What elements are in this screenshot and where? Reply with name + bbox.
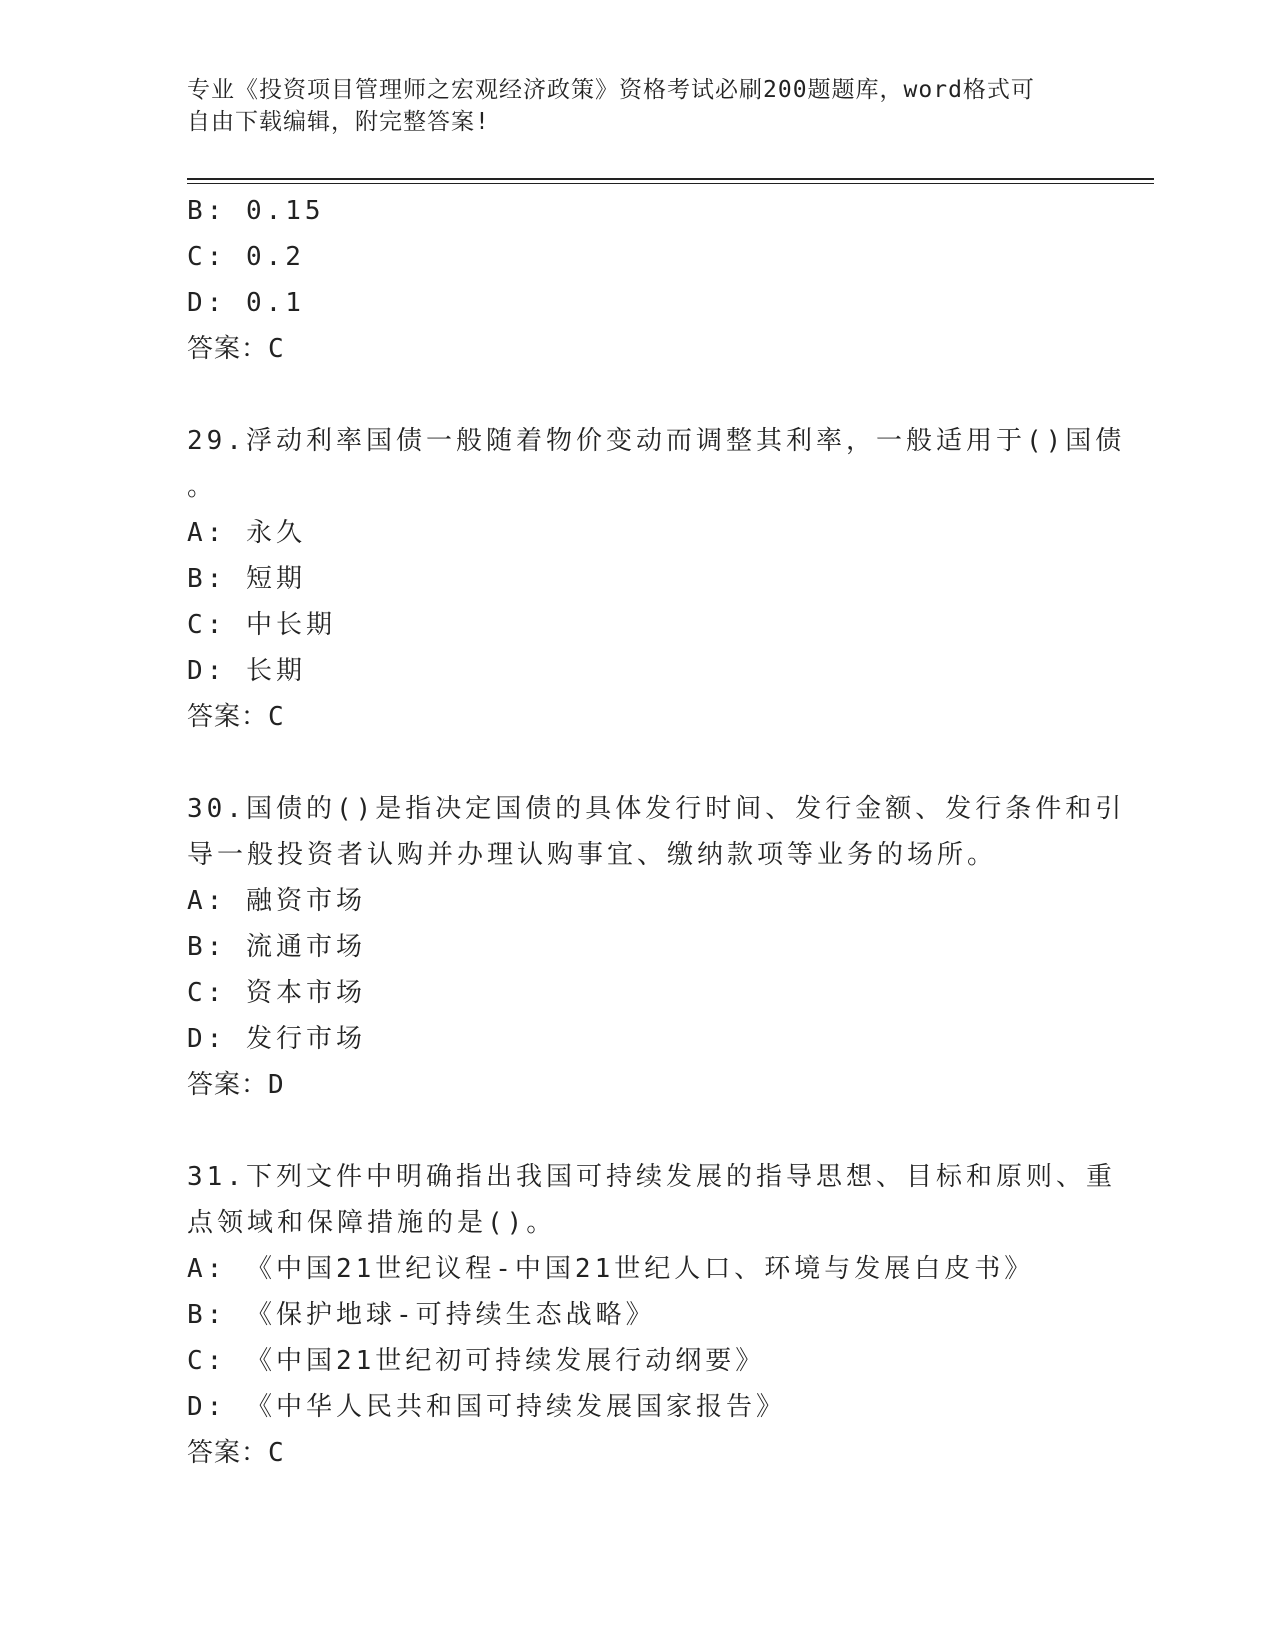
option-b: B: 《保护地球-可持续生态战略》 [187,1300,656,1330]
option-a: A: 《中国21世纪议程-中国21世纪人口、环境与发展白皮书》 [187,1254,1035,1284]
header-line-1: 专业《投资项目管理师之宏观经济政策》资格考试必刷200题题库，word格式可 [187,77,1035,103]
option-d: D: 《中华人民共和国可持续发展国家报告》 [187,1392,786,1422]
question-31 [187,1154,1116,1476]
option-b: B: 短期 [187,564,306,594]
question-30 [187,786,1126,1108]
question-text-line: 导一般投资者认购并办理认购事宜、缴纳款项等业务的场所。 [187,840,998,870]
question-29 [187,418,1126,740]
option-c: C: 资本市场 [187,978,366,1008]
option-b: B: 0.15 [187,196,325,226]
question-text-line: 30.国债的()是指决定国债的具体发行时间、发行金额、发行条件和引 [187,794,1126,824]
question-text-line: 29.浮动利率国债一般随着物价变动而调整其利率，一般适用于()国债 [187,426,1126,456]
option-a: A: 融资市场 [187,886,366,916]
answer: 答案：D [187,1070,285,1100]
header-divider-thin [187,183,1154,184]
question-list [187,188,1126,1476]
header-divider-thick [187,178,1154,180]
option-c: C: 《中国21世纪初可持续发展行动纲要》 [187,1346,766,1376]
question-text-line: 31.下列文件中明确指出我国可持续发展的指导思想、目标和原则、重 [187,1162,1116,1192]
answer: 答案：C [187,702,285,732]
option-a: A: 永久 [187,518,306,548]
option-d-text: 0.1 [245,288,305,318]
option-b: B: 流通市场 [187,932,366,962]
answer: 答案：C [187,1438,285,1468]
header-line-2: 自由下载编辑，附完整答案! [187,109,490,135]
option-d: D: 发行市场 [187,1024,366,1054]
option-d: D: 0.1 [187,288,305,318]
option-c: C: 0.2 [187,242,305,272]
document-header [187,74,1087,138]
question-text-line: 点领域和保障措施的是()。 [187,1208,557,1238]
question-text-line: 。 [187,472,218,502]
option-c-text: 0.2 [245,242,305,272]
option-b-text: 0.15 [245,196,325,226]
answer: 答案：C [187,334,285,364]
option-d: D: 长期 [187,656,306,686]
question-28-tail [187,188,1087,372]
option-c: C: 中长期 [187,610,336,640]
